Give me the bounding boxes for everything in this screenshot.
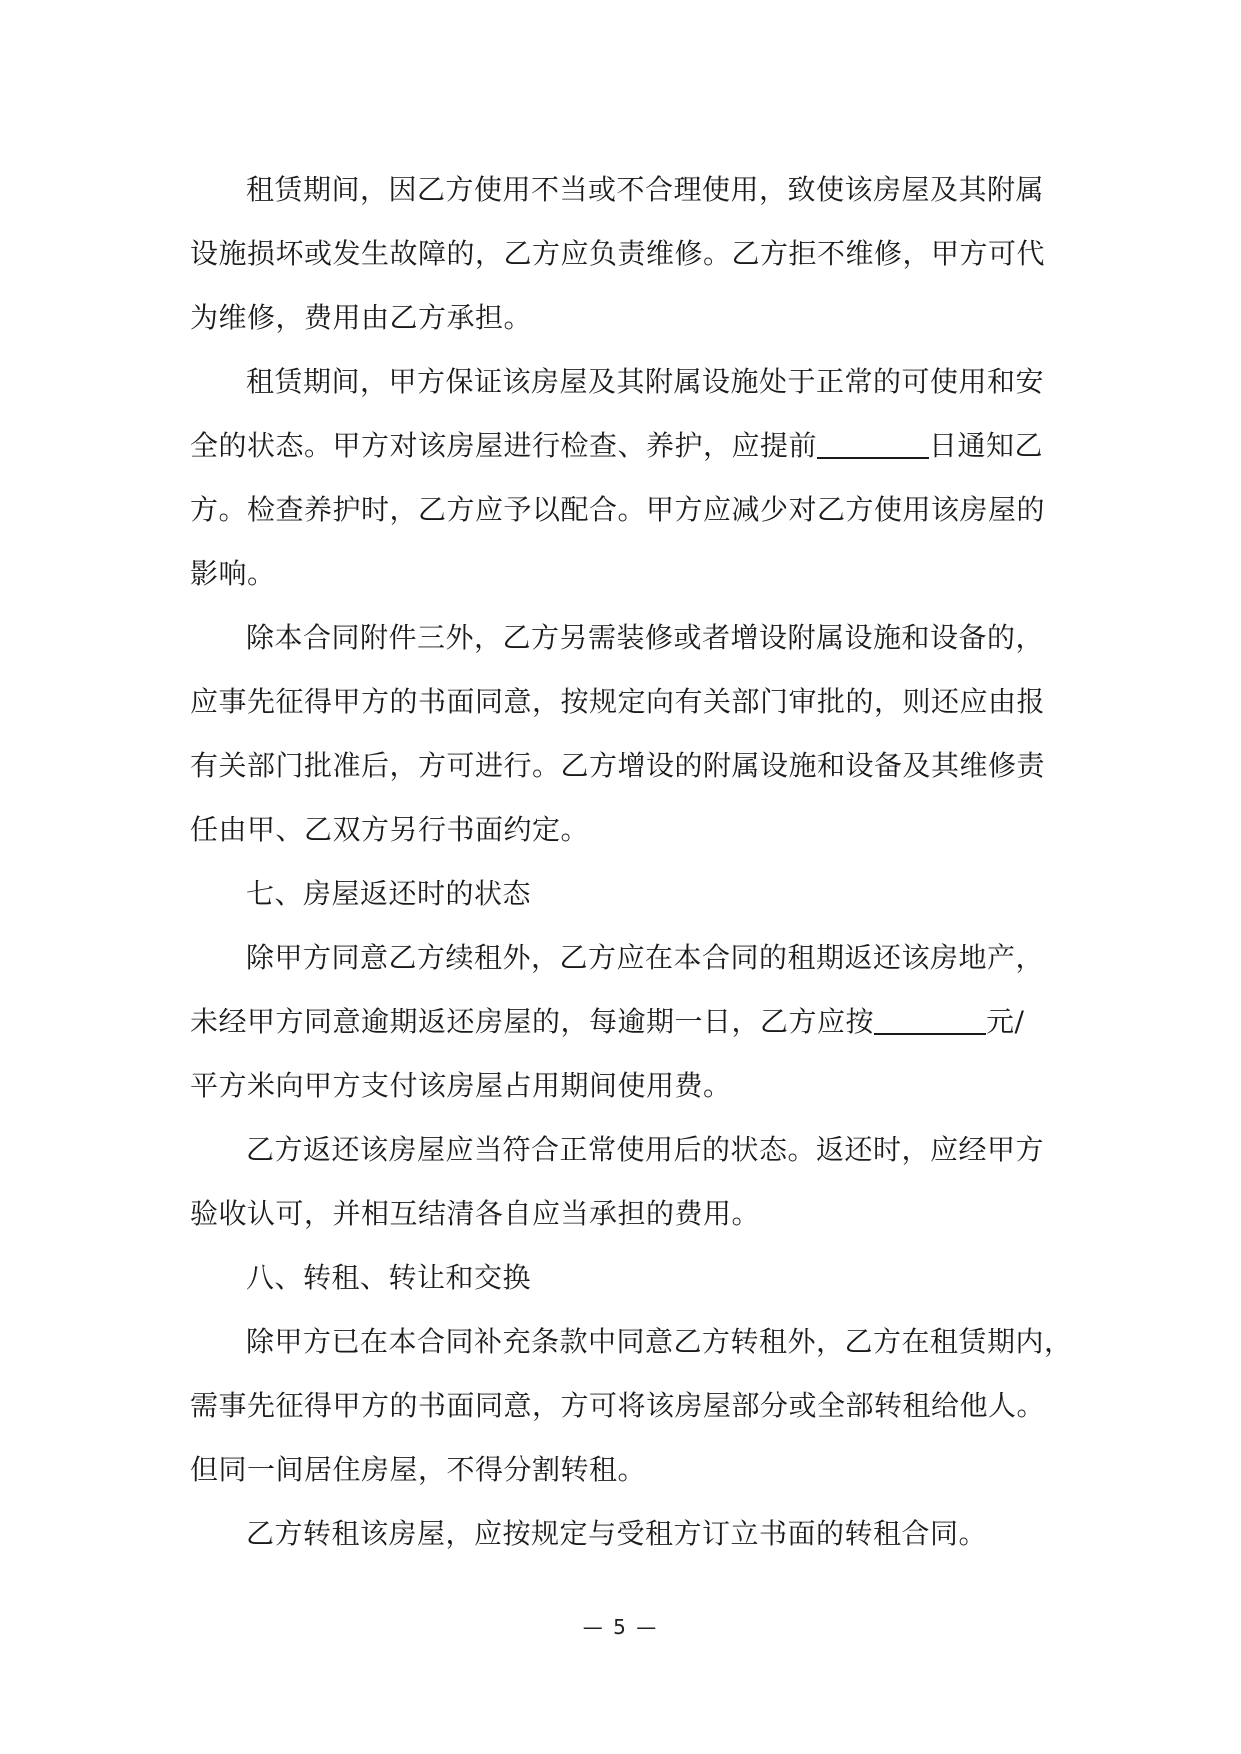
heading-text: 七、房屋返还时的状态 [246, 877, 532, 910]
text-line: 除甲方已在本合同补充条款中同意乙方转租外，乙方在租赁期内， [246, 1325, 1073, 1358]
document-body [190, 158, 1090, 1566]
section-heading-8 [190, 1246, 1090, 1310]
text-line: 任由甲、乙双方另行书面约定。 [190, 813, 590, 846]
text-line: 乙方转租该房屋，应按规定与受租方订立书面的转租合同。 [246, 1517, 988, 1550]
text-line: 需事先征得甲方的书面同意，方可将该房屋部分或全部转租给他人。 [190, 1389, 1046, 1422]
text-segment: 日通知乙 [929, 429, 1044, 462]
paragraph-sublease-contract [190, 1502, 1090, 1566]
text-segment: 未经甲方同意逾期返还房屋的，每逾期一日，乙方应按 [190, 1005, 875, 1038]
text-segment: 全的状态。甲方对该房屋进行检查、养护，应提前 [190, 429, 818, 462]
text-line: 租赁期间，因乙方使用不当或不合理使用，致使该房屋及其附属 [246, 173, 1045, 206]
text-line: 验收认可，并相互结清各自应当承担的费用。 [190, 1197, 761, 1230]
page-number: — 5 — [582, 1615, 659, 1639]
text-line-with-blank [190, 414, 1090, 478]
text-line: 应事先征得甲方的书面同意，按规定向有关部门审批的，则还应由报 [190, 685, 1046, 718]
text-segment: 元/ [986, 1005, 1025, 1038]
text-line: 影响。 [190, 557, 276, 590]
paragraph-landlord-guarantee [190, 350, 1090, 606]
text-line-with-blank [190, 990, 1090, 1054]
text-line: 方。检查养护时，乙方应予以配合。甲方应减少对乙方使用该房屋的 [190, 493, 1046, 526]
paragraph-repair-responsibility [190, 158, 1090, 350]
fill-in-blank-fee [874, 1003, 986, 1035]
paragraph-renovation [190, 606, 1090, 862]
text-line: 乙方返还该房屋应当符合正常使用后的状态。返还时，应经甲方 [246, 1133, 1045, 1166]
text-line: 为维修，费用由乙方承担。 [190, 301, 533, 334]
text-line: 除本合同附件三外，乙方另需装修或者增设附属设施和设备的， [246, 621, 1045, 654]
text-line: 租赁期间，甲方保证该房屋及其附属设施处于正常的可使用和安 [246, 365, 1045, 398]
section-heading-7 [190, 862, 1090, 926]
paragraph-return-property [190, 926, 1090, 1118]
heading-text: 八、转租、转让和交换 [246, 1261, 532, 1294]
text-line: 有关部门批准后，方可进行。乙方增设的附属设施和设备及其维修责 [190, 749, 1046, 782]
text-line: 除甲方同意乙方续租外，乙方应在本合同的租期返还该房地产， [246, 941, 1045, 974]
text-line: 但同一间居住房屋，不得分割转租。 [190, 1453, 647, 1486]
text-line: 设施损坏或发生故障的，乙方应负责维修。乙方拒不维修，甲方可代 [190, 237, 1046, 270]
paragraph-sublease [190, 1310, 1090, 1502]
text-line: 平方米向甲方支付该房屋占用期间使用费。 [190, 1069, 732, 1102]
paragraph-return-condition [190, 1118, 1090, 1246]
fill-in-blank-days [817, 427, 929, 459]
